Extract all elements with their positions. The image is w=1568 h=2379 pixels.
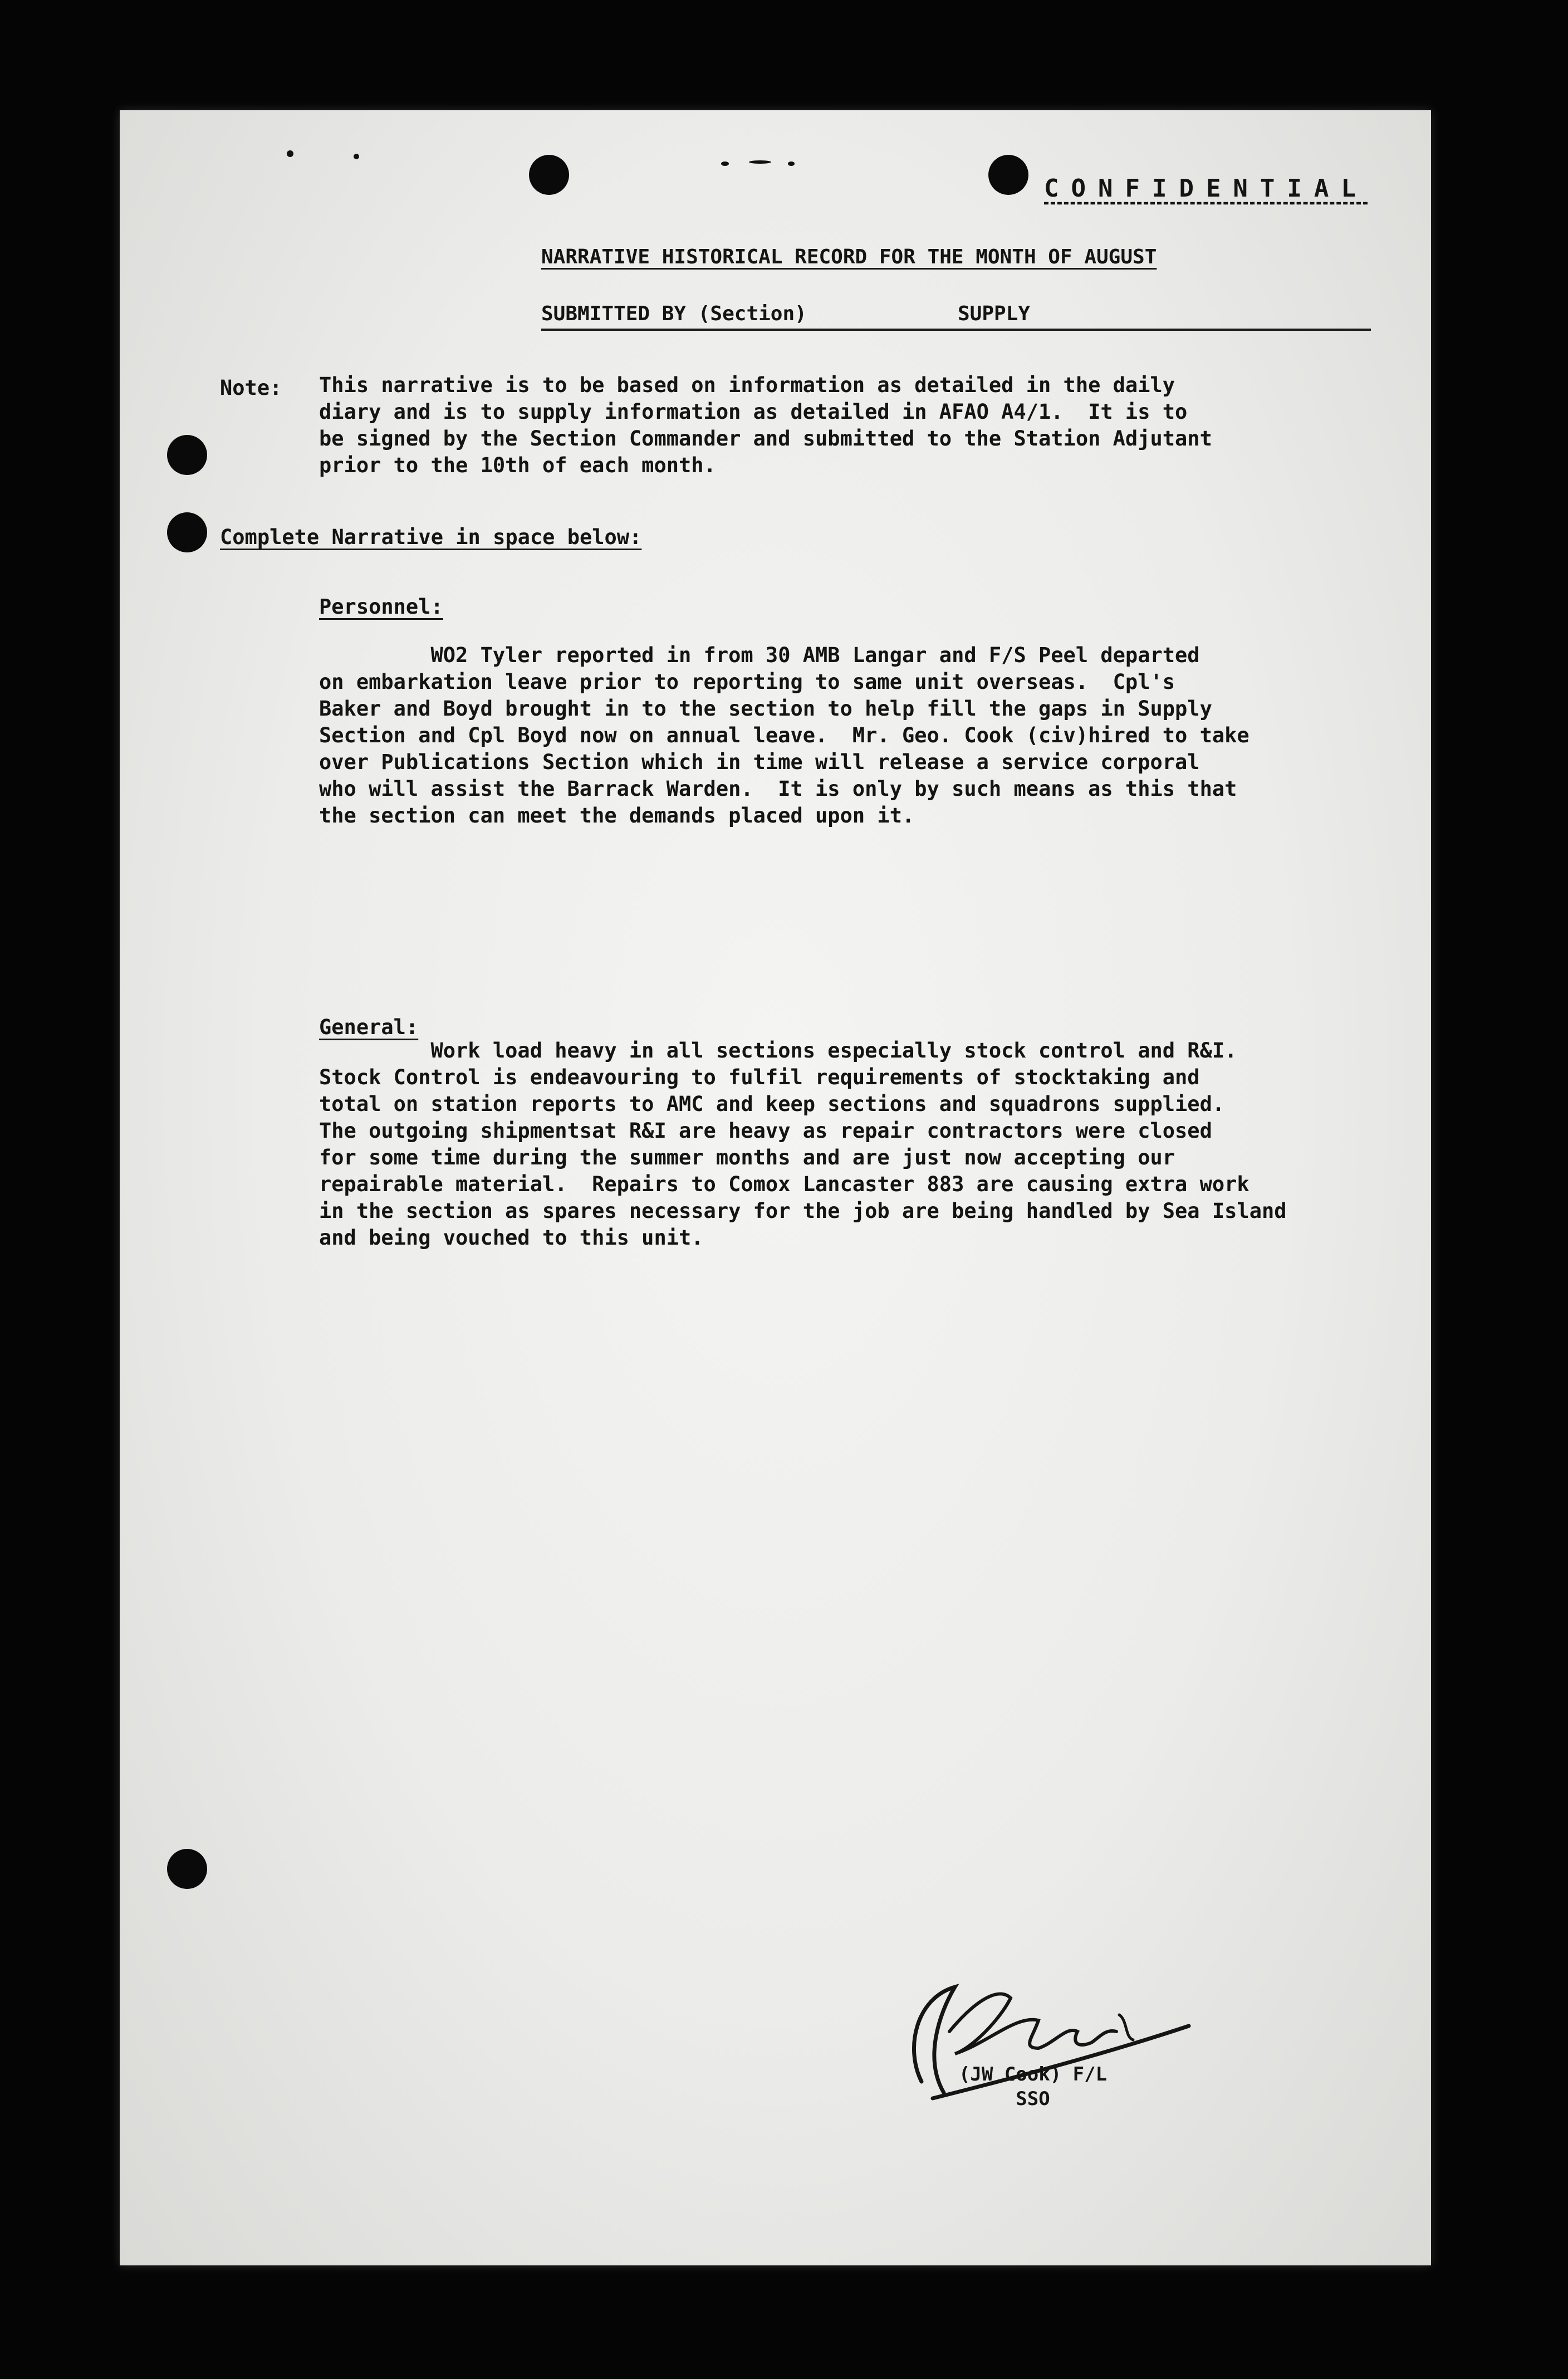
- personnel-heading: Personnel:: [319, 595, 443, 619]
- personnel-line: WO2 Tyler reported in from 30 AMB Langar and F/S Peel departed: [319, 643, 1200, 667]
- scan-speck: [788, 161, 795, 166]
- submitted-by-value: SUPPLY: [958, 302, 1031, 325]
- punch-hole: [167, 1849, 207, 1889]
- note-line: This narrative is to be based on information as detailed in the daily: [319, 373, 1175, 397]
- signature-block: [899, 2062, 1167, 2111]
- general-heading: General:: [319, 1015, 419, 1039]
- personnel-line: the section can meet the demands placed upon it.: [319, 804, 915, 828]
- scan-speck: [354, 154, 359, 159]
- personnel-line: who will assist the Barrack Warden. It is only by such means as this that: [319, 777, 1237, 801]
- narrative-heading: Complete Narrative in space below:: [220, 525, 642, 549]
- personnel-line: on embarkation leave prior to reporting to same unit overseas. Cpl's: [319, 670, 1175, 694]
- scan-speck: [287, 150, 293, 157]
- personnel-line: Baker and Boyd brought in to the section to help fill the gaps in Supply: [319, 697, 1212, 721]
- signatory-title: SSO: [1016, 2088, 1050, 2110]
- general-line: for some time during the summer months and are just now accepting our: [319, 1146, 1175, 1169]
- general-line: in the section as spares necessary for the job are being handled by Sea Island: [319, 1199, 1287, 1223]
- document-page: [120, 110, 1431, 2265]
- document-title: NARRATIVE HISTORICAL RECORD FOR THE MONTH OF AUGUST: [541, 246, 1157, 268]
- punch-hole: [529, 155, 569, 195]
- punch-hole: [167, 512, 207, 552]
- classification-label: CONFIDENTIAL: [1044, 174, 1368, 203]
- personnel-line: over Publications Section which in time will release a service corporal: [319, 750, 1200, 774]
- note-line: diary and is to supply information as detailed in AFAO A4/1. It is to: [319, 400, 1188, 424]
- note-text: [319, 372, 1212, 479]
- general-line: Work load heavy in all sections especially stock control and R&I.: [319, 1039, 1237, 1063]
- general-paragraph: [319, 1037, 1287, 1251]
- submitted-by-label: SUBMITTED BY (Section): [541, 302, 807, 325]
- punch-hole: [988, 155, 1028, 195]
- submitted-underline: [541, 329, 1371, 331]
- scan-speck: [749, 160, 771, 164]
- punch-hole: [167, 435, 207, 475]
- note-line: prior to the 10th of each month.: [319, 453, 716, 477]
- personnel-paragraph: [319, 642, 1250, 829]
- general-line: and being vouched to this unit.: [319, 1226, 704, 1250]
- general-line: The outgoing shipmentsat R&I are heavy as repair contractors were closed: [319, 1119, 1212, 1143]
- signatory-name: (JW Cook) F/L: [958, 2063, 1108, 2086]
- scan-speck: [721, 161, 729, 166]
- general-line: Stock Control is endeavouring to fulfil requirements of stocktaking and: [319, 1065, 1200, 1089]
- general-line: repairable material. Repairs to Comox Lancaster 883 are causing extra work: [319, 1172, 1250, 1196]
- general-line: total on station reports to AMC and keep sections and squadrons supplied.: [319, 1092, 1225, 1116]
- note-label: Note:: [220, 376, 282, 400]
- personnel-line: Section and Cpl Boyd now on annual leave. Mr. Geo. Cook (civ)hired to take: [319, 723, 1250, 747]
- note-line: be signed by the Section Commander and submitted to the Station Adjutant: [319, 427, 1212, 451]
